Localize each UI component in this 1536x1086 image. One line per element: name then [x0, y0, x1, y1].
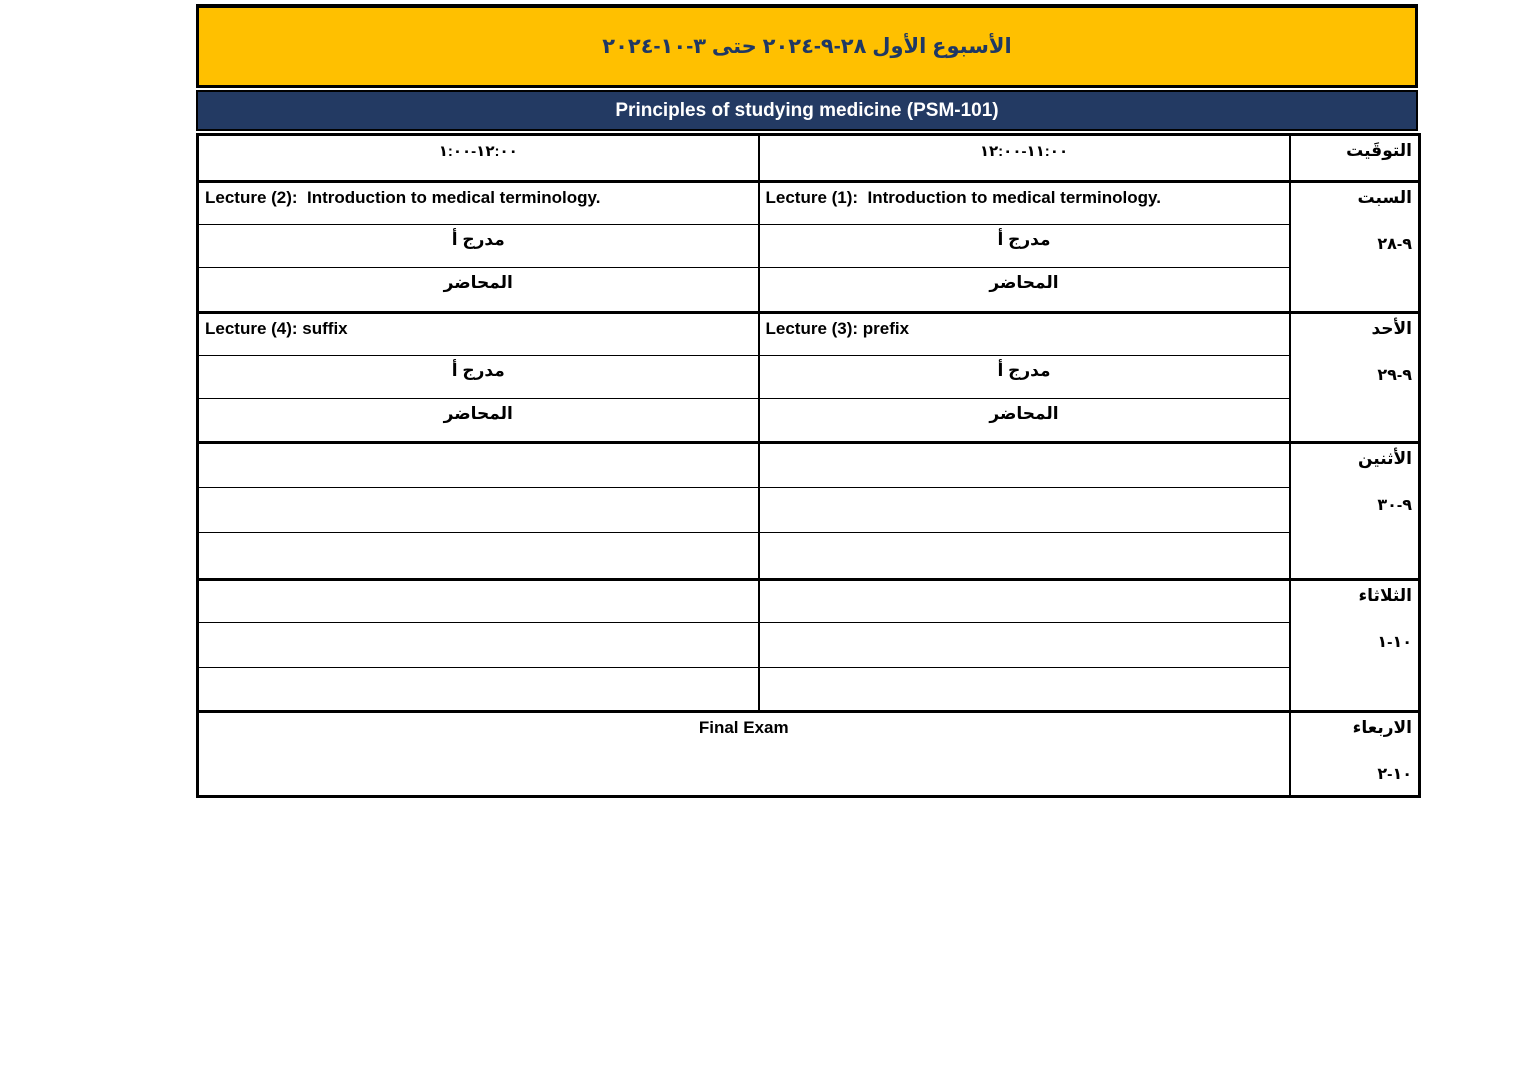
sunday-slot1-hall-cell: [759, 356, 1290, 399]
sunday-day-cell: [1290, 313, 1420, 443]
monday-slot2-empty-cell-2: [198, 488, 759, 533]
saturday-title-row: [198, 182, 1420, 225]
tuesday-row-1: [198, 580, 1420, 623]
time-slot-1: ١١:٠٠-١٢:٠٠: [979, 143, 1069, 160]
schedule-sheet: [196, 4, 1418, 798]
sunday-slot2-title-cell: [198, 313, 759, 356]
wednesday-day-cell: [1290, 712, 1420, 797]
lecture-3-title: Lecture (3): prefix: [765, 319, 910, 338]
week-banner: [196, 4, 1418, 88]
tuesday-day-cell: [1290, 580, 1420, 712]
monday-date: ٩-٣٠: [1377, 497, 1412, 514]
saturday-day-name: السبت: [1357, 188, 1412, 207]
monday-row-1: [198, 443, 1420, 488]
sunday-lecturer-row: [198, 399, 1420, 443]
saturday-date: ٩-٢٨: [1377, 236, 1412, 253]
timing-label-cell: [1290, 135, 1420, 182]
lecture-1-title: Lecture (1): Introduction to medical terminology.: [765, 188, 1161, 207]
saturday-hall-row: [198, 225, 1420, 268]
wednesday-day-name: الاربعاء: [1352, 718, 1412, 737]
course-banner-text: Principles of studying medicine (PSM-101): [615, 99, 999, 121]
saturday-slot2-hall-cell: [198, 225, 759, 268]
schedule-table: [196, 133, 1421, 798]
sunday-hall-row: [198, 356, 1420, 399]
lecture-2-hall: مدرج أ: [451, 230, 505, 249]
saturday-slot2-title-cell: [198, 182, 759, 225]
saturday-slot1-hall-cell: [759, 225, 1290, 268]
monday-row-3: [198, 533, 1420, 580]
time-slot-1-cell: [759, 135, 1290, 182]
wednesday-row: [198, 712, 1420, 797]
final-exam-label: Final Exam: [698, 718, 789, 737]
monday-day-cell: [1290, 443, 1420, 580]
saturday-slot2-lecturer-cell: [198, 268, 759, 313]
monday-slot1-empty-cell-3: [759, 533, 1290, 580]
final-exam-cell: [198, 712, 1290, 797]
lecture-1-lecturer: المحاضر: [989, 273, 1059, 292]
sunday-slot1-title-cell: [759, 313, 1290, 356]
saturday-day-cell: [1290, 182, 1420, 313]
tuesday-slot2-empty-cell-2: [198, 623, 759, 668]
monday-slot1-empty-cell-1: [759, 443, 1290, 488]
saturday-slot1-lecturer-cell: [759, 268, 1290, 313]
tuesday-slot1-empty-cell-2: [759, 623, 1290, 668]
tuesday-row-3: [198, 668, 1420, 712]
saturday-slot1-title-cell: [759, 182, 1290, 225]
monday-slot2-empty-cell-1: [198, 443, 759, 488]
monday-row-2: [198, 488, 1420, 533]
monday-slot2-empty-cell-3: [198, 533, 759, 580]
course-banner: [196, 90, 1418, 131]
sunday-day-name: الأحد: [1371, 319, 1412, 338]
tuesday-slot2-empty-cell-1: [198, 580, 759, 623]
tuesday-row-2: [198, 623, 1420, 668]
week-banner-text: الأسبوع الأول ٢٨-٩-٢٠٢٤ حتى ٣-١٠-٢٠٢٤: [602, 35, 1012, 58]
monday-slot1-empty-cell-2: [759, 488, 1290, 533]
lecture-2-lecturer: المحاضر: [443, 273, 513, 292]
wednesday-date: ١٠-٢: [1377, 766, 1412, 783]
lecture-3-lecturer: المحاضر: [989, 404, 1059, 423]
timing-row: [198, 135, 1420, 182]
tuesday-slot1-empty-cell-3: [759, 668, 1290, 712]
lecture-2-title: Lecture (2): Introduction to medical terminology.: [205, 188, 601, 207]
lecture-4-lecturer: المحاضر: [443, 404, 513, 423]
saturday-lecturer-row: [198, 268, 1420, 313]
timing-label: التوقَيت: [1346, 141, 1412, 160]
lecture-4-hall: مدرج أ: [451, 361, 505, 380]
tuesday-day-name: الثلاثاء: [1358, 586, 1412, 605]
lecture-1-hall: مدرج أ: [997, 230, 1051, 249]
sunday-slot2-lecturer-cell: [198, 399, 759, 443]
lecture-4-title: Lecture (4): suffix: [205, 319, 348, 338]
time-slot-2-cell: [198, 135, 759, 182]
time-slot-2: ١٢:٠٠-١:٠٠: [438, 143, 518, 160]
tuesday-slot1-empty-cell-1: [759, 580, 1290, 623]
sunday-date: ٩-٢٩: [1377, 367, 1412, 384]
sunday-slot2-hall-cell: [198, 356, 759, 399]
tuesday-slot2-empty-cell-3: [198, 668, 759, 712]
lecture-3-hall: مدرج أ: [997, 361, 1051, 380]
tuesday-date: ١٠-١: [1377, 634, 1412, 651]
monday-day-name: الأثنين: [1357, 449, 1412, 468]
sunday-title-row: [198, 313, 1420, 356]
sunday-slot1-lecturer-cell: [759, 399, 1290, 443]
